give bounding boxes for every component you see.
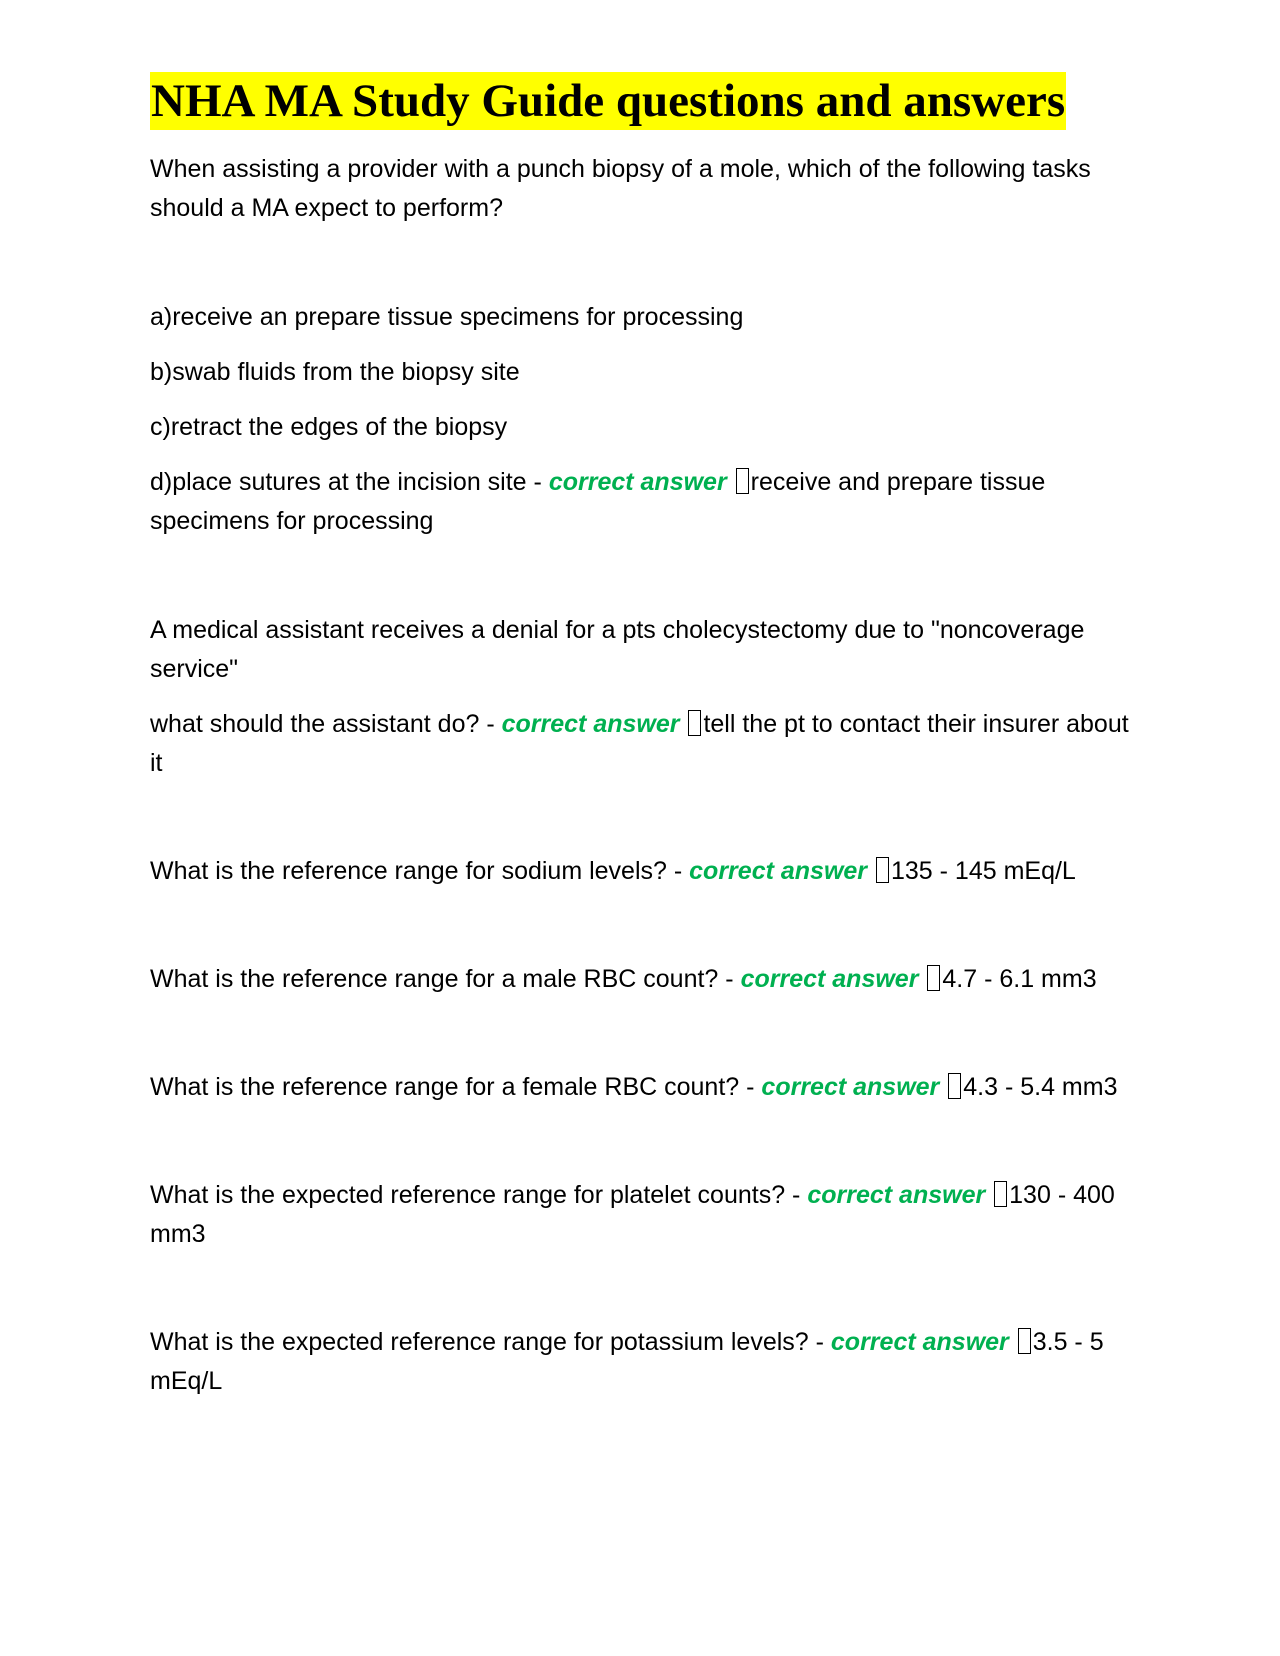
q7-answer: 3.5 - 5 mEq/L [150, 1328, 1104, 1395]
q5-question: What is the reference range for a female RBC count? - [150, 1073, 755, 1101]
q3-line [150, 852, 1140, 891]
correct-answer-label: correct answer [689, 857, 868, 885]
q1-option-d-text: d)place sutures at the incision site - [150, 468, 542, 496]
q1-answer: receive and prepare tissue specimens for processing [150, 468, 1046, 535]
q5-line [150, 1068, 1140, 1107]
q4-answer: 4.7 - 6.1 mm3 [942, 965, 1097, 993]
q2-question-line2 [150, 705, 1140, 783]
q7-question: What is the expected reference range for potassium levels? - [150, 1328, 824, 1356]
correct-answer-label: correct answer [740, 965, 919, 993]
q4-question: What is the reference range for a male RBC count? - [150, 965, 734, 993]
spacer [150, 999, 1140, 1068]
correct-answer-label: correct answer [807, 1181, 986, 1209]
missing-glyph-box-icon [994, 1181, 1007, 1207]
missing-glyph-box-icon [1018, 1328, 1031, 1354]
q6-line [150, 1176, 1140, 1254]
q6-question: What is the expected reference range for platelet counts? - [150, 1181, 801, 1209]
q5-answer: 4.3 - 5.4 mm3 [963, 1073, 1118, 1101]
q1-option-b: b)swab fluids from the biopsy site [150, 358, 520, 386]
spacer [150, 228, 1140, 298]
missing-glyph-box-icon [927, 965, 940, 991]
correct-answer-label: correct answer [548, 468, 727, 496]
missing-glyph-box-icon [736, 468, 749, 494]
q1-option-c: c)retract the edges of the biopsy [150, 413, 508, 441]
missing-glyph-box-icon [876, 857, 889, 883]
correct-answer-label: correct answer [830, 1328, 1009, 1356]
spacer [150, 783, 1140, 852]
correct-answer-label: correct answer [501, 710, 680, 738]
spacer [150, 541, 1140, 611]
q2-question-text: what should the assistant do? - [150, 710, 495, 738]
spacer [150, 1107, 1140, 1176]
q1-question: When assisting a provider with a punch biopsy of a mole, which of the following tasks should a MA expect to perform? [150, 155, 1091, 222]
missing-glyph-box-icon [688, 710, 701, 736]
spacer [150, 891, 1140, 960]
q7-line [150, 1323, 1140, 1401]
q2-answer: tell the pt to contact their insurer about it [150, 710, 1129, 777]
title-wrapper [150, 72, 1140, 130]
correct-answer-label: correct answer [761, 1073, 940, 1101]
missing-glyph-box-icon [948, 1073, 961, 1099]
document-page [150, 72, 1140, 1401]
q6-answer: 130 - 400 mm3 [150, 1181, 1115, 1248]
q3-answer: 135 - 145 mEq/L [890, 857, 1076, 885]
q1-option-d [150, 463, 1140, 541]
q3-question: What is the reference range for sodium levels? - [150, 857, 683, 885]
document-title: NHA MA Study Guide questions and answers [150, 72, 1066, 130]
q2-question-line1: A medical assistant receives a denial for a pts cholecystectomy due to "noncoverage service" [150, 616, 1085, 683]
q1-option-a: a)receive an prepare tissue specimens for processing [150, 303, 744, 331]
q4-line [150, 960, 1140, 999]
spacer [150, 1254, 1140, 1323]
